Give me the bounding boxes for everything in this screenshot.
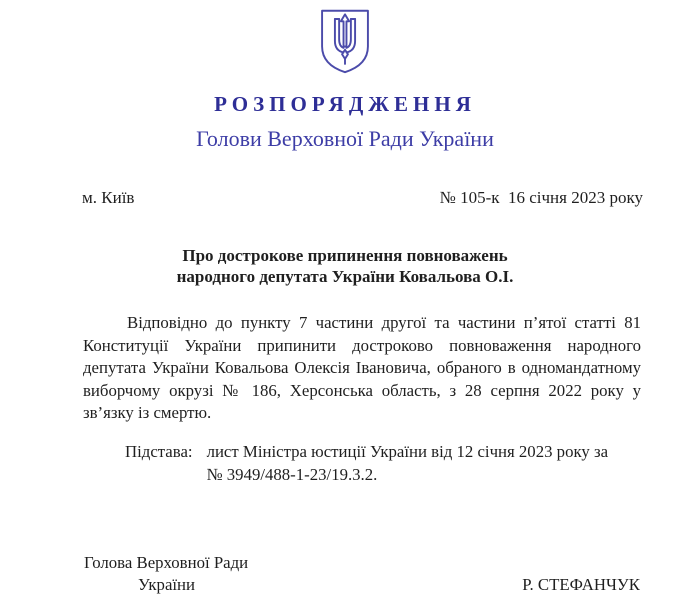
basis-line-2: № 3949/488-1-23/19.3.2. <box>206 464 378 484</box>
subject-line-1: Про дострокове припинення повноважень <box>182 246 508 265</box>
document-subtitle: Голови Верховної Ради України <box>196 126 494 151</box>
body-paragraph: Відповідно до пункту 7 частини другої та частини п’ятої статті 81 Конституції України припинити достроково повноваження народного депутата України Ковальова Олексія Івановича, обраного в одномандатному виборчому окрузі № 186, Херсонська область, з 28 серпня 2022 року у зв’язку із смертю. <box>83 313 641 422</box>
subject-line-2: народного депутата України Ковальова О.І. <box>176 267 514 286</box>
ukraine-trident-emblem-icon <box>315 8 375 74</box>
basis-text <box>207 441 608 486</box>
signer-position-line-1: Голова Верховної Ради <box>84 553 249 573</box>
basis-label: Підстава: <box>125 442 193 462</box>
signer-position-line-2: України <box>138 575 196 595</box>
document-header <box>0 0 690 152</box>
signer-position <box>84 552 248 596</box>
basis-line-1: лист Міністра юстиції України від 12 січня 2023 року за <box>206 442 609 462</box>
signer-name: Р. СТЕФАНЧУК <box>522 575 640 595</box>
document-number-date: № 105-к 16 січня 2023 року <box>439 188 643 207</box>
document-title: РОЗПОРЯДЖЕННЯ <box>214 92 476 116</box>
signature-block <box>0 552 690 596</box>
issue-place: м. Київ <box>82 188 135 207</box>
basis-block <box>125 441 641 486</box>
meta-row <box>0 188 690 208</box>
subject-heading <box>0 245 690 287</box>
